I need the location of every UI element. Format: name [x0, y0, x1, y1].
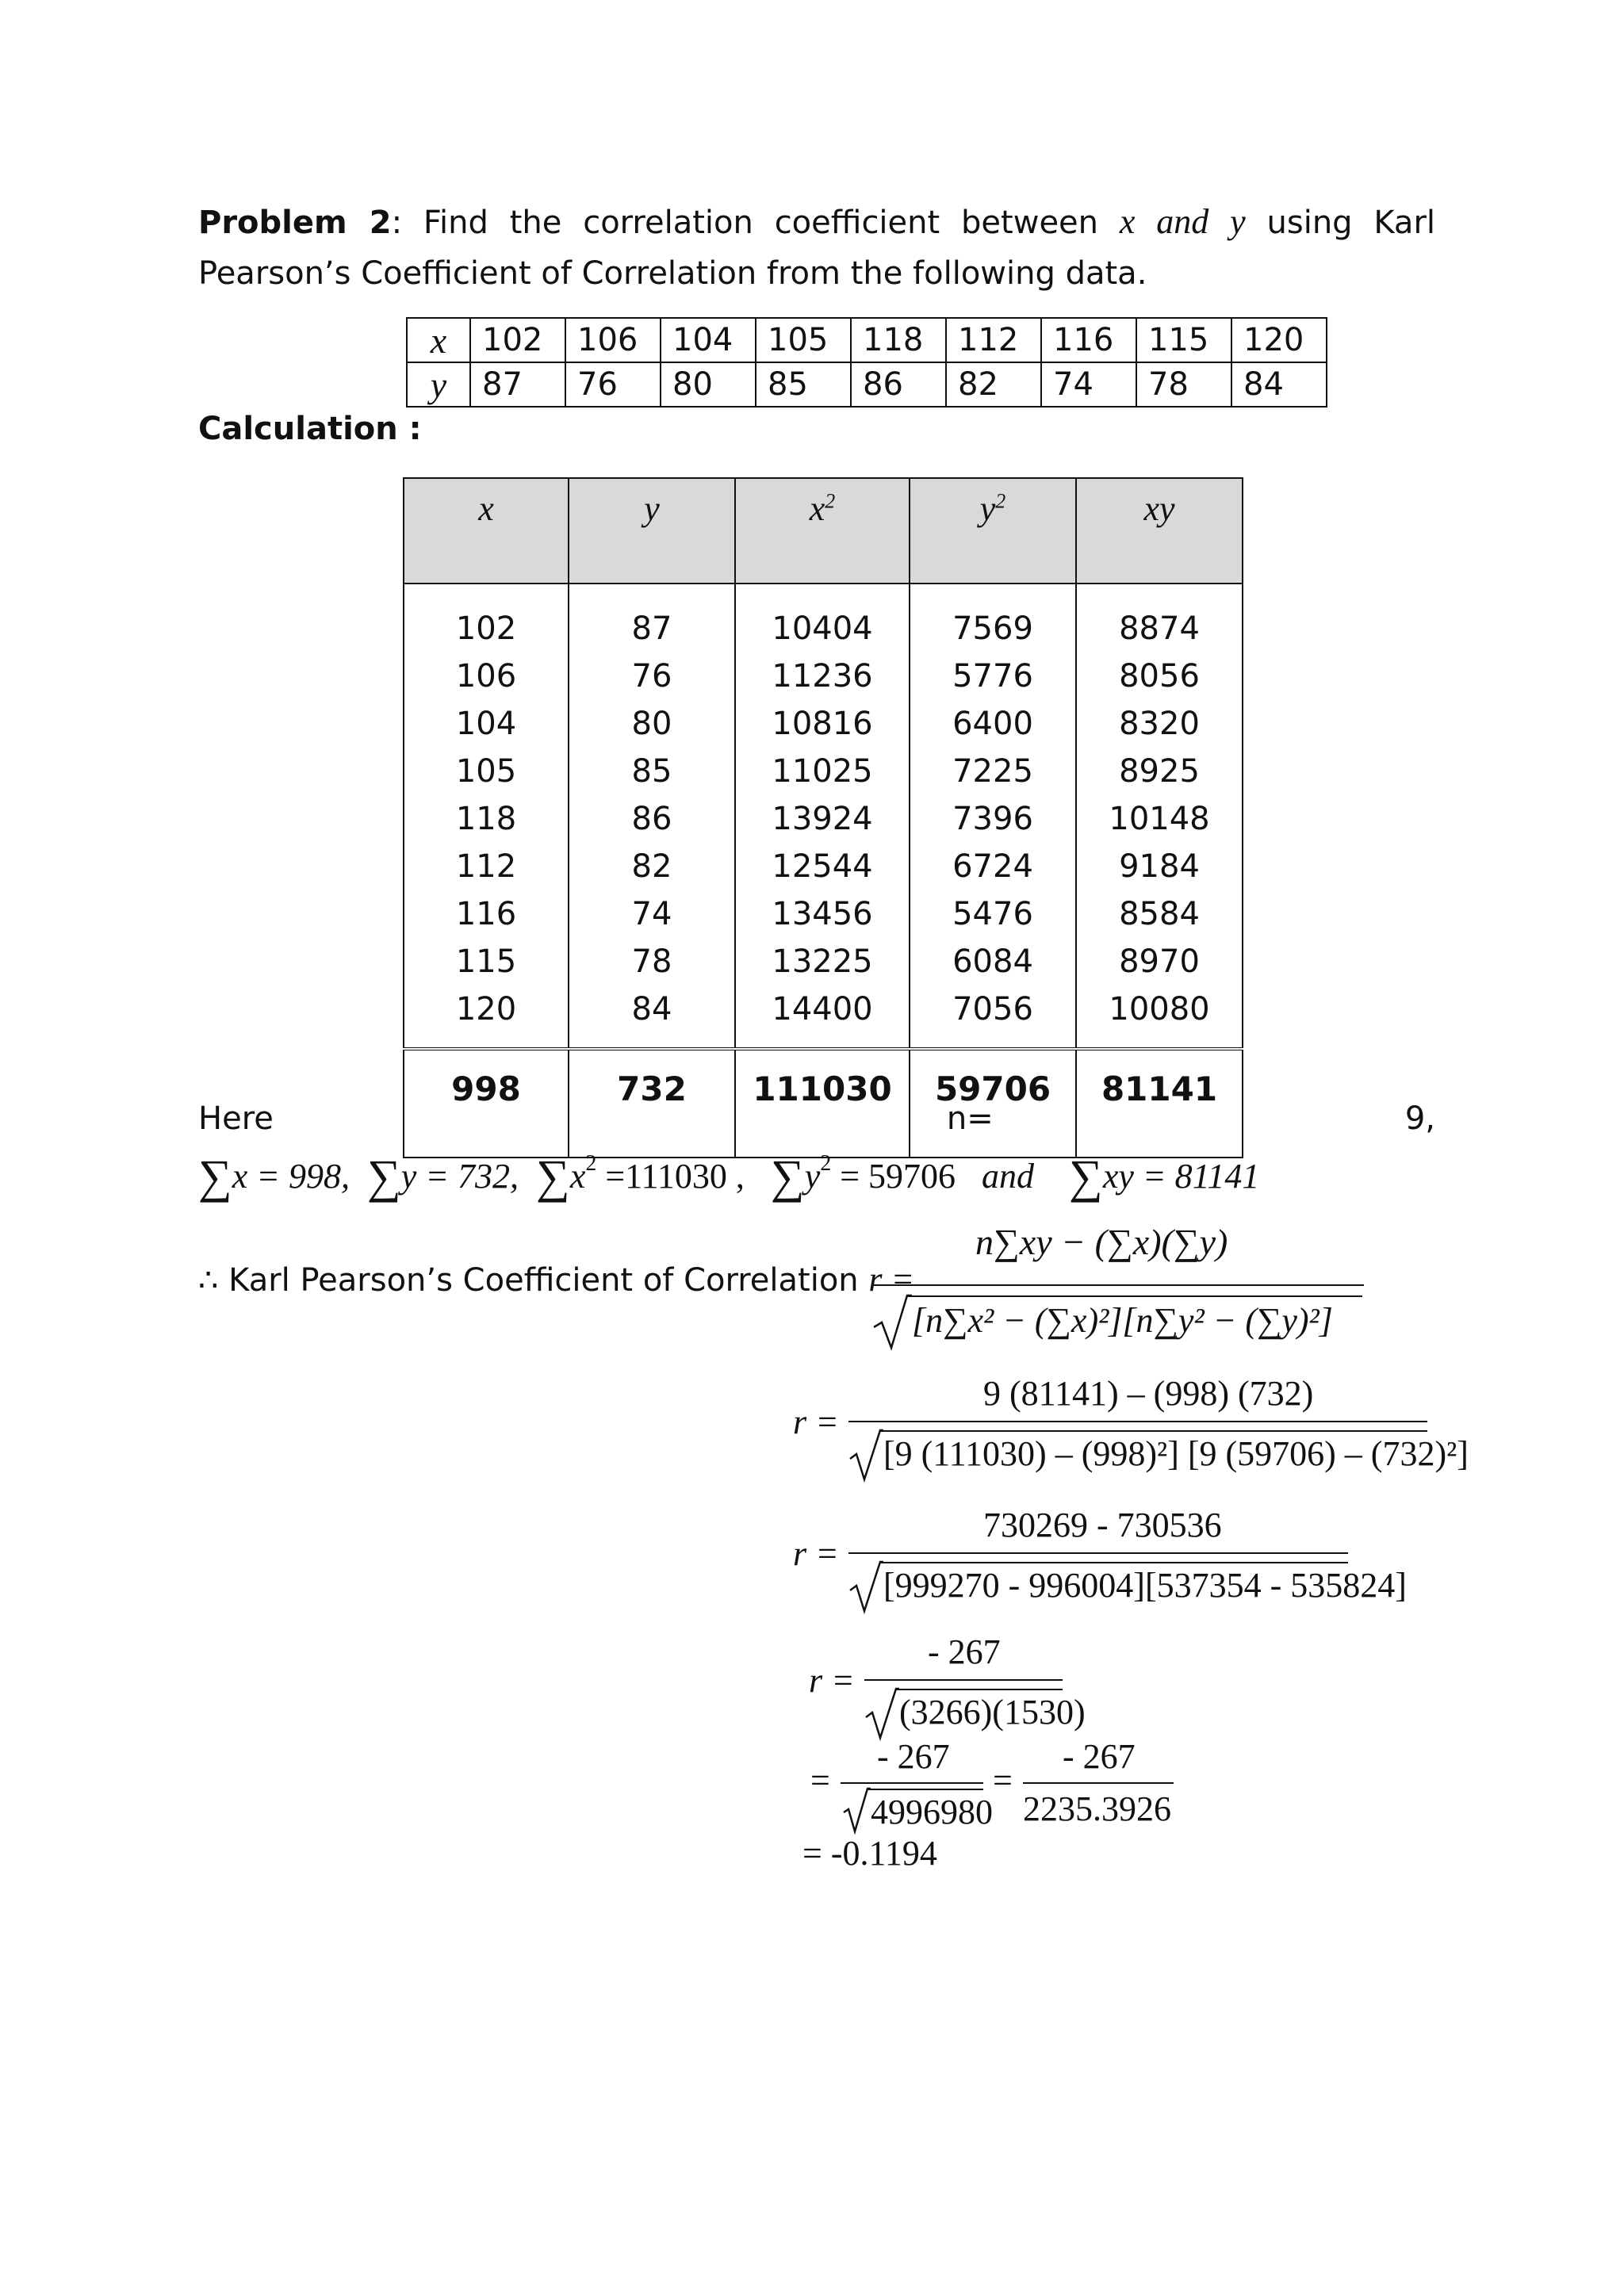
total-x2: 111030	[735, 1049, 910, 1158]
step2-r: r =	[793, 1534, 839, 1573]
total-y2: 59706	[910, 1049, 1076, 1158]
calc-row	[404, 700, 1243, 748]
calc-cell: 74	[569, 890, 735, 938]
calc-cell: 7225	[910, 748, 1076, 795]
here-label: Here	[198, 1100, 274, 1137]
data-row-x	[407, 318, 1327, 362]
formula-denominator: [n∑x² − (∑x)²][n∑y² − (∑y)²]	[912, 1301, 1333, 1340]
step4b-equals: =	[993, 1761, 1013, 1800]
sum-y2-value: = 59706	[831, 1157, 956, 1196]
data-cell: 120	[1231, 318, 1327, 362]
final-result: = -0.1194	[802, 1834, 937, 1873]
sum-x2-var: x	[569, 1157, 586, 1196]
calc-cell: 6724	[910, 843, 1076, 890]
square-root-icon	[872, 1292, 912, 1351]
step4b-denominator: 2235.3926	[1023, 1789, 1171, 1828]
total-y: 732	[569, 1049, 735, 1158]
data-y-label: y	[407, 362, 470, 407]
var-y: y	[1230, 202, 1246, 241]
calc-cell: 8925	[1076, 748, 1243, 795]
calc-cell: 106	[404, 652, 569, 700]
calc-header-x: x	[404, 478, 569, 584]
and-word: and	[982, 1157, 1035, 1196]
calc-cell: 105	[404, 748, 569, 795]
data-cell: 118	[851, 318, 946, 362]
step4-equals: =	[810, 1761, 830, 1800]
calc-cell: 13225	[735, 938, 910, 985]
step4-denominator: 4996980	[871, 1793, 993, 1831]
data-cell: 116	[1041, 318, 1136, 362]
calc-cell: 8584	[1076, 890, 1243, 938]
step2-fraction	[848, 1505, 1407, 1624]
calc-row	[404, 795, 1243, 843]
sum-y: y = 732,	[400, 1157, 519, 1196]
calc-cell: 6084	[910, 938, 1076, 985]
calculation-table	[403, 477, 1243, 1158]
radical-bar	[868, 1789, 983, 1790]
calc-cell: 5776	[910, 652, 1076, 700]
radical-bar	[880, 1562, 1348, 1563]
formula-numerator: n∑xy − (∑x)(∑y)	[975, 1222, 1228, 1262]
sum-y2-var: y	[804, 1157, 821, 1196]
data-cell: 80	[661, 362, 756, 407]
calc-cell: 104	[404, 700, 569, 748]
data-row-y	[407, 362, 1327, 407]
fraction-bar	[1023, 1782, 1174, 1784]
data-cell: 115	[1136, 318, 1231, 362]
step1-fraction	[848, 1373, 1469, 1492]
calc-cell: 80	[569, 700, 735, 748]
data-cell: 102	[470, 318, 565, 362]
calc-cell: 10148	[1076, 795, 1243, 843]
calc-cell: 78	[569, 938, 735, 985]
data-cell: 112	[946, 318, 1041, 362]
data-cell: 78	[1136, 362, 1231, 407]
fraction-bar	[841, 1782, 983, 1784]
step4-numerator: - 267	[877, 1737, 950, 1776]
square-root-icon	[848, 1559, 883, 1614]
fraction-bar	[872, 1284, 1364, 1286]
data-cell: 105	[756, 318, 851, 362]
var-x: x	[1119, 202, 1136, 241]
data-x-label: x	[407, 318, 470, 362]
pearson-formula-fraction	[872, 1221, 1364, 1348]
problem-label: Problem 2	[198, 205, 392, 241]
calc-cell: 102	[404, 584, 569, 652]
calc-cell: 8320	[1076, 700, 1243, 748]
calc-cell: 116	[404, 890, 569, 938]
calc-cell: 14400	[735, 985, 910, 1049]
square-root-icon	[864, 1686, 899, 1741]
calc-cell: 120	[404, 985, 569, 1049]
calc-cell: 10816	[735, 700, 910, 748]
n-value: 9,	[1404, 1100, 1435, 1137]
calc-cell: 11025	[735, 748, 910, 795]
sigma-symbol: ∑	[198, 1150, 232, 1203]
calc-cell: 9184	[1076, 843, 1243, 890]
sum-xy: xy = 81141	[1102, 1157, 1260, 1196]
sum-x: x = 998,	[232, 1157, 350, 1196]
calc-cell: 10404	[735, 584, 910, 652]
calc-header-y: y	[569, 478, 735, 584]
calc-cell: 7396	[910, 795, 1076, 843]
calc-cell: 85	[569, 748, 735, 795]
problem-statement	[198, 197, 1435, 299]
step1-denominator: [9 (111030) – (998)²] [9 (59706) – (732)²]	[883, 1434, 1469, 1473]
calc-cell: 7056	[910, 985, 1076, 1049]
calc-cell: 13924	[735, 795, 910, 843]
calc-row	[404, 985, 1243, 1049]
sigma-symbol: ∑	[770, 1150, 805, 1203]
fraction-bar	[848, 1421, 1427, 1422]
calc-cell: 87	[569, 584, 735, 652]
calc-row	[404, 938, 1243, 985]
calc-cell: 84	[569, 985, 735, 1049]
square-root-icon	[842, 1785, 871, 1835]
data-cell: 85	[756, 362, 851, 407]
calc-cell: 82	[569, 843, 735, 890]
therefore-symbol: ∴	[198, 1262, 219, 1299]
total-x: 998	[404, 1049, 569, 1158]
step4b-fraction	[1023, 1736, 1174, 1847]
calc-header-xy: xy	[1076, 478, 1243, 584]
calc-cell: 6400	[910, 700, 1076, 748]
here-line	[198, 1100, 1435, 1137]
calc-header-x2: $x^2$	[735, 478, 910, 584]
calc-header-y2: $y^2$	[910, 478, 1076, 584]
formula-r: r =	[868, 1260, 915, 1299]
and-word: and	[1156, 202, 1209, 241]
step3-denominator: (3266)(1530)	[899, 1693, 1086, 1732]
data-cell: 84	[1231, 362, 1327, 407]
calc-row	[404, 584, 1243, 652]
step3-numerator: - 267	[928, 1632, 1001, 1671]
calc-cell: 76	[569, 652, 735, 700]
data-cell: 104	[661, 318, 756, 362]
calc-cell: 8056	[1076, 652, 1243, 700]
step1-numerator: 9 (81141) – (998) (732)	[983, 1374, 1314, 1413]
calc-cell: 86	[569, 795, 735, 843]
problem-text-before: : Find the correlation coefficient between	[391, 205, 1120, 241]
calc-row	[404, 652, 1243, 700]
data-cell: 106	[565, 318, 661, 362]
calc-cell: 10080	[1076, 985, 1243, 1049]
step4-fraction	[841, 1736, 993, 1847]
calc-cell: 112	[404, 843, 569, 890]
sigma-symbol: ∑	[367, 1150, 401, 1203]
step4b-numerator: - 267	[1063, 1737, 1136, 1776]
step3-fraction	[864, 1632, 1086, 1751]
calc-cell: 11236	[735, 652, 910, 700]
data-cell: 82	[946, 362, 1041, 407]
step1-r: r =	[793, 1402, 839, 1441]
data-cell: 76	[565, 362, 661, 407]
calc-cell: 13456	[735, 890, 910, 938]
calc-cell: 5476	[910, 890, 1076, 938]
calc-body	[404, 584, 1243, 1049]
calc-row	[404, 890, 1243, 938]
radical-bar	[896, 1689, 1063, 1690]
calc-row	[404, 748, 1243, 795]
step3-r: r =	[809, 1661, 855, 1700]
summation-values: ∑x = 998, ∑y = 732, $\sum x^2 =111030$ , $\sum y^2 = 59706$ and ∑xy = 81141	[198, 1150, 1260, 1203]
data-cell: 87	[470, 362, 565, 407]
formula-label-text: Karl Pearson’s Coefficient of Correlation	[218, 1262, 869, 1299]
n-label: n=	[946, 1100, 994, 1137]
data-cell: 86	[851, 362, 946, 407]
sum-x2-value: =111030 ,	[596, 1157, 745, 1196]
radical-bar	[880, 1430, 1427, 1432]
sigma-symbol: ∑	[1069, 1150, 1103, 1203]
calc-header-row	[404, 478, 1243, 584]
calculation-label: Calculation :	[198, 411, 422, 447]
calc-row	[404, 843, 1243, 890]
step2-numerator: 730269 - 730536	[983, 1506, 1222, 1544]
fraction-bar	[848, 1552, 1348, 1554]
problem-text-after: using Karl Pearson’s Coefficient of Correlation from the following data.	[198, 205, 1436, 292]
data-cell: 74	[1041, 362, 1136, 407]
calc-cell: 12544	[735, 843, 910, 890]
calc-cell: 115	[404, 938, 569, 985]
sigma-symbol: ∑	[536, 1150, 570, 1203]
total-xy: 81141	[1076, 1049, 1243, 1158]
calc-cell: 8970	[1076, 938, 1243, 985]
calc-cell: 7569	[910, 584, 1076, 652]
data-table	[406, 317, 1327, 408]
formula-label	[198, 1259, 914, 1299]
calc-cell: 118	[404, 795, 569, 843]
square-root-icon	[848, 1427, 883, 1483]
fraction-bar	[864, 1679, 1063, 1681]
radical-bar	[907, 1295, 1362, 1297]
step2-denominator: [999270 - 996004][537354 - 535824]	[883, 1566, 1407, 1605]
calc-cell: 8874	[1076, 584, 1243, 652]
